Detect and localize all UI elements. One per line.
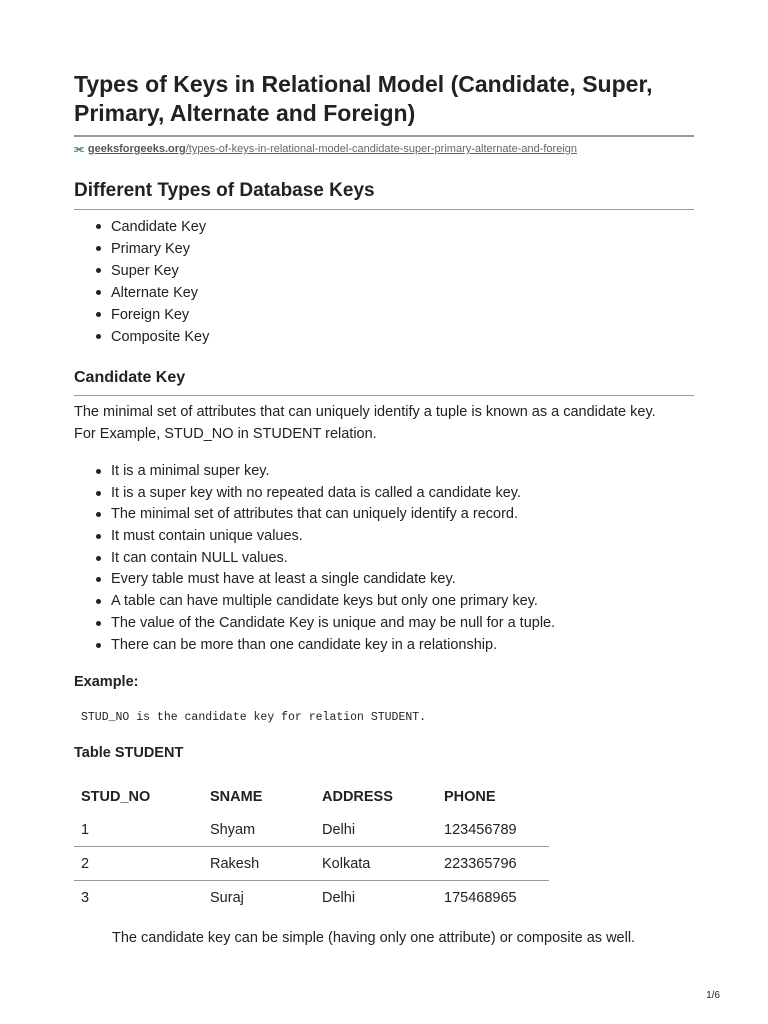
table-cell: Delhi — [315, 881, 437, 915]
list-item: Foreign Key — [94, 304, 209, 326]
candidate-key-heading: Candidate Key — [74, 369, 186, 386]
list-item: It is a super key with no repeated data is called a candidate key. — [94, 483, 555, 505]
table-title: Table STUDENT — [74, 745, 184, 761]
list-item: Super Key — [94, 260, 209, 282]
list-item: It can contain NULL values. — [94, 548, 555, 570]
source-path[interactable]: /types-of-keys-in-relational-model-candidate-super-primary-alternate-and-foreign — [185, 143, 578, 155]
column-header: STUD_NO — [81, 788, 151, 805]
table-header-row — [74, 780, 549, 813]
table-cell: Rakesh — [203, 847, 315, 881]
column-header: SNAME — [210, 788, 263, 805]
geeksforgeeks-logo-icon: ⫘ — [74, 143, 84, 155]
key-types-list — [94, 216, 209, 348]
table-cell: 175468965 — [437, 881, 549, 915]
list-item: Primary Key — [94, 238, 209, 260]
list-item: It is a minimal super key. — [94, 461, 555, 483]
table-cell: 3 — [74, 881, 203, 915]
table-row — [74, 847, 549, 881]
candidate-properties-list — [94, 461, 555, 656]
source-domain[interactable]: geeksforgeeks.org — [87, 143, 186, 155]
list-item: There can be more than one candidate key in a relationship. — [94, 635, 555, 657]
column-header: PHONE — [444, 788, 496, 805]
list-item: The minimal set of attributes that can uniquely identify a record. — [94, 504, 555, 526]
page-title: Types of Keys in Relational Model (Candidate, Super, Primary, Alternate and Foreign) — [74, 71, 653, 126]
candidate-closing-note: The candidate key can be simple (having only one attribute) or composite as well. — [112, 930, 636, 946]
title-divider — [74, 135, 694, 137]
table-cell: Shyam — [210, 821, 256, 838]
candidate-intro — [74, 401, 694, 445]
table-cell: 223365796 — [437, 847, 549, 881]
student-table — [74, 780, 549, 914]
example-label: Example: — [74, 674, 139, 690]
table-row — [74, 881, 549, 915]
candidate-intro-line-1: The minimal set of attributes that can uniquely identify a tuple is known as a candidate key. — [74, 404, 656, 420]
table-cell: Suraj — [203, 881, 315, 915]
column-header: ADDRESS — [322, 788, 393, 805]
subsection-divider — [74, 395, 694, 396]
example-code: STUD_NO is the candidate key for relation STUDENT. — [81, 711, 427, 724]
list-item: A table can have multiple candidate keys but only one primary key. — [94, 591, 555, 613]
source-link[interactable] — [74, 143, 577, 156]
list-item: It must contain unique values. — [94, 526, 555, 548]
list-item: Alternate Key — [94, 282, 209, 304]
candidate-intro-line-2: For Example, STUD_NO in STUDENT relation. — [74, 426, 377, 442]
table-cell: 1 — [81, 821, 90, 838]
section-divider — [74, 209, 694, 210]
table-cell: 123456789 — [444, 821, 517, 838]
list-item: Composite Key — [94, 326, 209, 348]
list-item: Every table must have at least a single candidate key. — [94, 569, 555, 591]
list-item: The value of the Candidate Key is unique and may be null for a tuple. — [94, 613, 555, 635]
section-heading-key-types: Different Types of Database Keys — [74, 180, 375, 201]
list-item: Candidate Key — [94, 216, 209, 238]
table-cell: Kolkata — [315, 847, 437, 881]
table-row — [74, 813, 549, 847]
table-cell: Delhi — [322, 821, 356, 838]
page-number: 1/6 — [706, 990, 720, 1001]
table-cell: 2 — [74, 847, 203, 881]
